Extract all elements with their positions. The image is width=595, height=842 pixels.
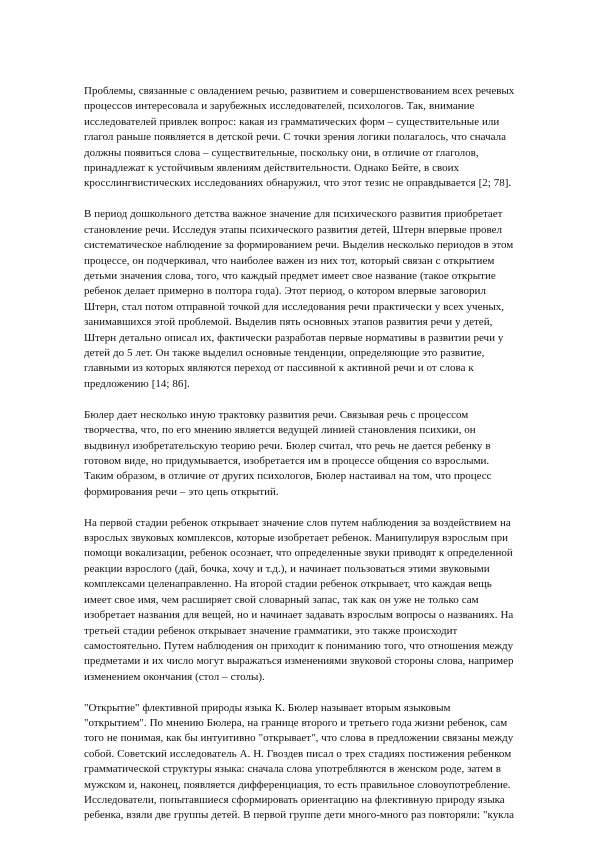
paragraph: В период дошкольного детства важное значение для психического развития приобретает становление речи. Исследуя этапы психического развития детей, Штерн впервые провел систематическое наблюдение за формированием речи. Выделив несколько периодов в этом процессе, он подчеркивал, что наиболее важен из них тот, который связан с открытием детьми значения слова, того, что каждый предмет имеет свое название (такое открытие ребенок делает примерно в полтора года). Этот период, о котором впервые заговорил Штерн, стал потом отправной точкой для исследования речи практически у всех ученых, занимавшихся этой проблемой. Выделив пять основных этапов развития речи у детей, Штерн детально описал их, фактически разработав первые нормативы в развитии речи у детей до 5 лет. Он также выделил основные тенденции, определяющие это развитие, главными из которых являются переход от пассивной к активной речи и от слова к предложению [14; 86]. <box>84 208 514 390</box>
document-body <box>84 84 516 839</box>
paragraph: "Открытие" флективной природы языка К. Бюлер называет вторым языковым "открытием". По мнению Бюлера, на границе второго и третьего года жизни ребенок, сам того не понимая, как бы интуитивно "открывает", что слова в предложении связаны между собой. Советский исследователь А. Н. Гвоздев писал о трех стадиях постижения ребенком грамматической структуры языка: сначала слова употребляются в женском роде, затем в мужском и, наконец, появляется дифференциация, то есть правильное словоупотребление. Исследователи, попытавшиеся сформировать ориентацию на флективную природу языка ребенка, взяли две группы детей. В первой группе дети много-много раз повторяли: "кукла <box>84 701 514 822</box>
paragraph: Бюлер дает несколько иную трактовку развития речи. Связывая речь с процессом творчества, что, по его мнению является ведущей линией становления психики, он выдвинул изобретательскую теорию речи. Бюлер считал, что речь не дается ребенку в готовом виде, но придумывается, изобретается им в процессе общения со взрослыми. Таким образом, в отличие от других психологов, Бюлер настаивал на том, что процесс формирования речи – это цепь открытий. <box>84 408 492 498</box>
paragraph: На первой стадии ребенок открывает значение слов путем наблюдения за воздействием на взрослых звуковых комплексов, которые изобретает ребенок. Манипулируя взрослым при помощи вокализации, ребенок осознает, что определенные звуки приводят к определенной реакции взрослого (дай, бочка, хочу и т.д.), и начинает пользоваться этими звуковыми комплексами целенаправленно. На второй стадии ребенок открывает, что каждая вещь имеет свое имя, чем расширяет свой словарный запас, так как он уже не только сам изобретает названия для вещей, но и начинает задавать взрослым вопросы о названиях. На третьей стадии ребенок открывает значение грамматики, это также происходит самостоятельно. Путем наблюдения он приходит к пониманию того, что отношения между предметами и их число могут выражаться изменениями звуковой стороны слова, например изменением окончания (стол – столы). <box>84 516 514 683</box>
paragraph: Проблемы, связанные с овладением речью, развитием и совершенствованием всех речевых процессов интересовала и зарубежных исследователей, психологов. Так, внимание исследователей привлек вопрос: какая из грамматических форм – существительные или глагол раньше появляется в детской речи. С точки зрения логики полагалось, что сначала должны появиться слова – существительные, поскольку они, в отличие от глаголов, принадлежат к устойчивым явлениям действительности. Однако Бейте, в своих кросслингвистических исследованиях обнаружил, что этот тезис не оправдывается [2; 78]. <box>84 85 515 190</box>
